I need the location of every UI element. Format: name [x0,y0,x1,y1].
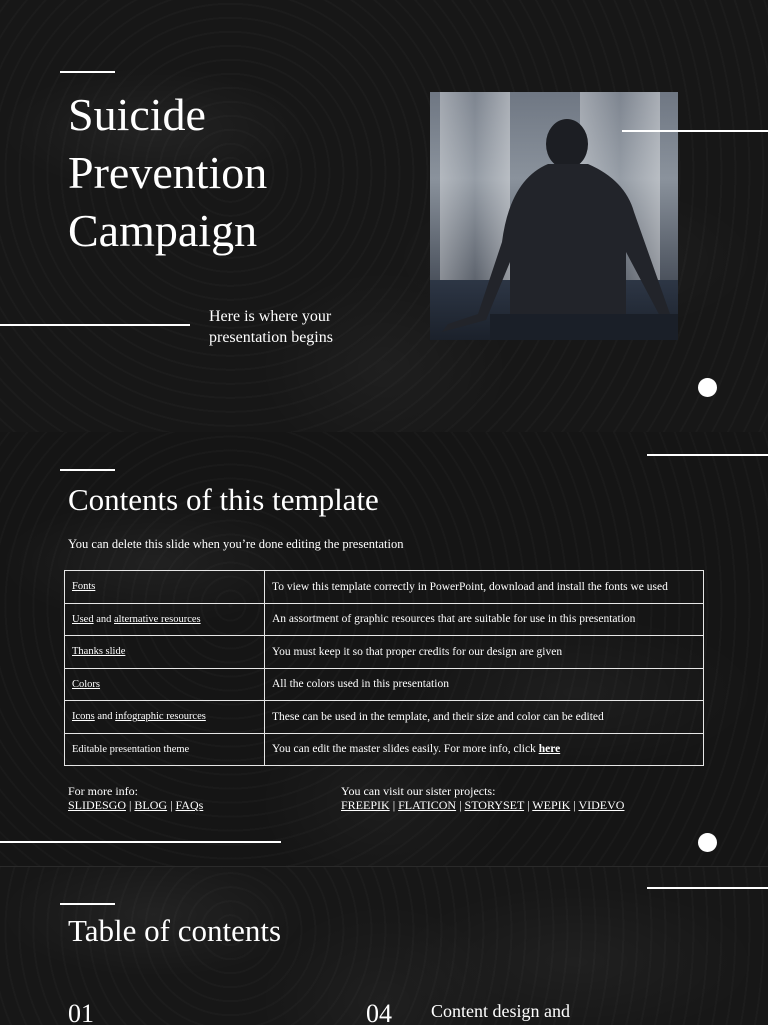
title-line-2: Prevention [68,147,268,198]
resource-name-cell [65,571,265,604]
delete-note: You can delete this slide when you’re done editing the presentation [68,537,404,551]
table-row [65,701,704,734]
contents-table [64,570,704,766]
cell-text: An assortment of graphic resources that are suitable for use in this presentation [272,613,636,626]
resource-link[interactable]: alternative resources [114,613,201,625]
resource-link[interactable]: Used [72,613,94,625]
sister-projects [341,784,624,812]
cell-text: All the colors used in this presentation [272,678,449,691]
table-of-contents-slide [0,866,768,1025]
subtitle-line-2: presentation begins [209,329,333,346]
section-number-01: 01 [68,999,94,1025]
table-row [65,636,704,669]
cell-text: and [94,711,116,723]
link-separator: | [570,798,579,812]
cell-text: You can edit the master slides easily. For more info, click [272,743,539,756]
top-accent-line [60,71,115,73]
resource-description-cell [265,571,704,604]
table-row [65,733,704,766]
cell-text: These can be used in the template, and their size and color can be edited [272,710,604,723]
photo-accent-line [622,130,768,132]
link-blog[interactable]: BLOG [134,798,168,812]
link-separator: | [389,798,399,812]
table-row [65,668,704,701]
slide-subtitle [209,306,379,348]
resource-description-cell [265,603,704,636]
top-accent-line [60,903,115,905]
link-faqs[interactable]: FAQs [175,798,204,812]
resource-description-cell [265,668,704,701]
resource-link[interactable]: Colors [72,678,101,690]
resource-name-cell [65,701,265,734]
right-accent-line [647,454,768,456]
more-info-label: For more info: [68,784,138,798]
more-info-links [68,798,203,812]
contents-slide [0,432,768,866]
cell-text: To view this template correctly in PowerPoint, download and install the fonts we used [272,580,668,593]
link-wepik[interactable]: WEPIK [532,798,571,812]
link-videvo[interactable]: VIDEVO [578,798,625,812]
section-title-04: Content design and [431,1001,570,1021]
resource-description-cell [265,636,704,669]
slide-title [68,86,368,260]
resource-name-cell [65,733,265,766]
table-row [65,571,704,604]
subtitle-accent-line [0,324,190,326]
sister-label: You can visit our sister projects: [341,784,496,798]
link-separator: | [126,798,135,812]
title-line-1: Suicide [68,89,206,140]
resource-name-cell [65,603,265,636]
contents-title: Contents of this template [68,482,379,517]
link-separator: | [524,798,533,812]
link-flaticon[interactable]: FLATICON [398,798,457,812]
table-row [65,603,704,636]
cell-text: and [93,613,115,625]
resource-name-cell [65,668,265,701]
cell-text: You must keep it so that proper credits for our design are given [272,645,563,658]
sister-links [341,798,624,812]
cell-text: Editable presentation theme [72,743,190,755]
title-slide [0,0,768,432]
resource-link[interactable]: Thanks slide [72,646,126,658]
resource-link[interactable]: Icons [72,711,95,723]
more-info [68,784,203,812]
link-slidesgo[interactable]: SLIDESGO [68,798,127,812]
decorative-dot [698,378,717,397]
resource-description-cell [265,733,704,766]
decorative-dot [698,833,717,852]
section-number-04: 04 [366,999,392,1025]
resource-link[interactable]: infographic resources [115,711,206,723]
toc-title: Table of contents [68,913,282,948]
resource-description-cell [265,701,704,734]
resource-link[interactable]: Fonts [72,581,96,593]
resource-link[interactable]: here [538,743,561,756]
bottom-accent-line [0,841,281,843]
link-storyset[interactable]: STORYSET [464,798,525,812]
right-accent-line [647,887,768,889]
link-separator: | [167,798,176,812]
link-freepik[interactable]: FREEPIK [341,798,390,812]
resource-name-cell [65,636,265,669]
title-line-3: Campaign [68,205,258,256]
link-separator: | [456,798,465,812]
subtitle-line-1: Here is where your [209,308,332,325]
top-accent-line [60,469,115,471]
